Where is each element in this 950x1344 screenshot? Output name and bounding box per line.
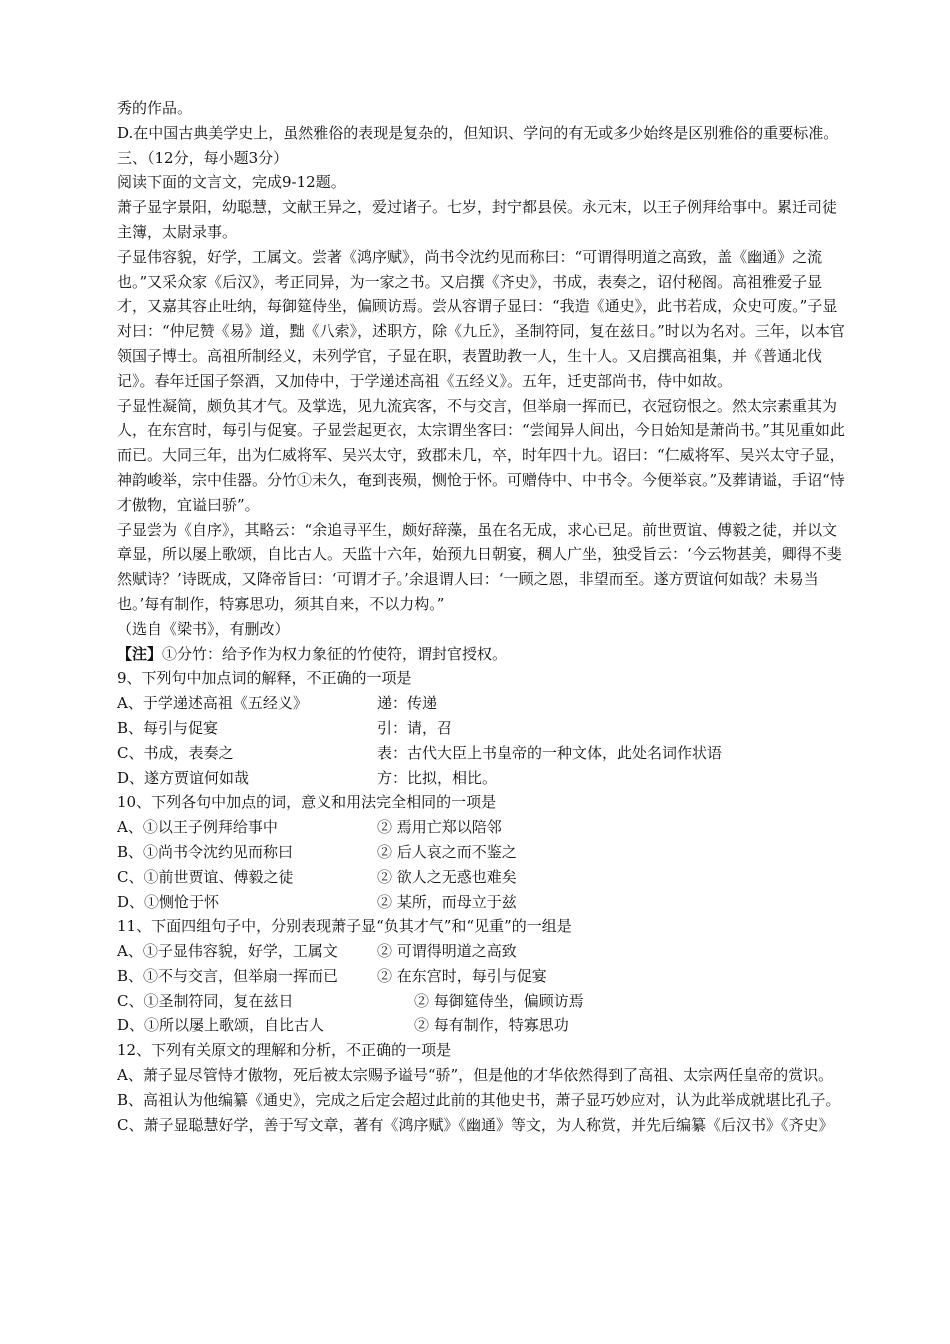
question-11-stem: 11、下面四组句子中，分别表现萧子显“负其才气”和“见重”的一组是 [117,917,572,936]
question-11-option [117,1013,845,1038]
option-sentence: A、于学递述高祖《五经义》 [117,694,308,713]
option-sentence-1: B、①不与交言，但举扇一挥而已 [117,966,339,985]
note-label: 【注】 [117,644,163,663]
option-sentence-2: ② 某所，而母立于兹 [377,892,517,911]
question-12-option: B、高祖认为他编纂《通史》，完成之后定会超过此前的其他史书，萧子显巧妙应对，认为此举成就堪比孔子。 [117,1090,841,1109]
passage-paragraph: 萧子显字景阳，幼聪慧，文献王异之，爱过诸子。七岁，封宁都县侯。永元末，以王子例拜给事中。累迁司徒主簿，太尉录事。 [117,198,838,241]
option-sentence-2: ② 每有制作，特寡思功 [414,1016,569,1035]
option-sentence-2: ② 可谓得明道之高致 [377,942,517,961]
question-9-option [117,741,845,766]
question-10-stem: 10、下列各句中加点的词，意义和用法完全相同的一项是 [117,793,497,812]
option-sentence-1: C、①前世贾谊、傅毅之徒 [117,867,294,886]
note [117,642,845,667]
question-9-stem: 9、下列句中加点词的解释，不正确的一项是 [117,669,412,688]
passage-paragraph: 子显性凝简，颇负其才气。及掌选，见九流宾客，不与交言，但举扇一挥而已，衣冠窃恨之。然太宗素重其为人，在东宫时，每引与促宴。子显尝起更衣，太宗谓坐客曰：“尝闻异人间出，今日始知是萧尚书。”其见重如此而已。大同三年，出为仁威将军、吴兴太守，致郡未几，卒，时年四十九。诏曰：“仁威将军、吴兴太守子显，神韵峻举，宗中佳器。分竹①未久，奄到丧殒，恻怆于怀。可赠侍中、中书令。今便举哀。”及葬请谥，手诏“恃才傲物，宜谥曰骄”。 [117,396,845,514]
question-9-option [117,716,845,741]
note-text: ①分竹：给予作为权力象征的竹使符，谓封官授权。 [162,644,508,663]
passage-paragraph: 子显伟容貌，好学，工属文。尝著《鸿序赋》，尚书令沈约见而称曰：“可谓得明道之高致，盖《幽通》之流也。”又采众家《后汉》，考正同异，为一家之书。又启撰《齐史》，书成，表奏之，诏付秘阁。高祖雅爱子显才，又嘉其容止吐纳，每御筵侍坐，偏顾访焉。尝从容谓子显曰：“我造《通史》，此书若成，众史可废。”子显对曰：“仲尼赞《易》道，黜《八索》，述职方，除《九丘》，圣制符同，复在兹日。”时以为名对。三年，以本官领国子博士。高祖所制经义，未列学官，子显在职，表置助教一人，生十人。又启撰高祖集，并《普通北伐记》。春年迁国子祭酒，又加侍中，于学递述高祖《五经义》。五年，迁吏部尚书，侍中如故。 [117,247,845,390]
option-sentence-2: ② 每御筵侍坐，偏顾访焉 [414,991,584,1010]
option-sentence-1: A、①子显伟容貌，好学，工属文 [117,942,338,961]
option-sentence-2: ② 焉用亡郑以陪邻 [377,818,502,837]
question-12-option: A、萧子显尽管恃才傲物，死后被太宗赐予谥号“骄”，但是他的才华依然得到了高祖、太宗两任皇帝的赏识。 [117,1066,834,1085]
question-10-option [117,815,845,840]
option-sentence: B、每引与促宴 [117,718,219,737]
option-d-tail: 秀的作品。 [117,99,193,117]
exam-page [117,96,845,1137]
question-12-option: C、萧子显聪慧好学，善于写文章，著有《鸿序赋》《幽通》等文，为人称赏，并先后编纂《后汉书》《齐史》 [117,1115,834,1134]
option-sentence-2: ② 欲人之无惑也难矣 [377,867,517,886]
option-d: D.在中国古典美学史上，虽然雅俗的表现是复杂的，但知识、学问的有无或多少始终是区别雅俗的重要标准。 [117,123,839,142]
source-citation: （选自《梁书》，有删改） [117,619,290,638]
question-11-option [117,964,845,989]
question-10-option [117,840,845,865]
option-explanation: 引：请，召 [377,718,453,737]
question-9-option [117,766,845,791]
option-explanation: 递：传递 [377,694,438,713]
question-10-option [117,865,845,890]
option-sentence-1: A、①以王子例拜给事中 [117,818,278,837]
option-sentence-1: D、①所以屡上歌颂，自比古人 [117,1016,325,1035]
instruction: 阅读下面的文言文，完成9-12题。 [117,173,346,192]
option-sentence-1: D、①恻怆于怀 [117,892,220,911]
passage-paragraph: 子显尝为《自序》，其略云：“余追寻平生，颇好辞藻，虽在名无成，求心已足。前世贾谊、傅毅之徒，并以文章显，所以屡上歌颂，自比古人。天监十六年，始预九日朝宴，稠人广坐，独受旨云：‘今云物甚美，卿得不斐然赋诗？’诗既成，又降帝旨曰：‘可谓才子。’余退谓人曰：‘一顾之恩，非望而至。遂方贾谊何如哉？未易当也。’每有制作，特寡思功，须其自来，不以力构。” [117,520,842,613]
section-heading: 三、（12分，每小题3分） [117,148,289,167]
question-11-option [117,989,845,1014]
option-sentence: C、书成，表奏之 [117,743,234,762]
question-9-option [117,691,845,716]
option-sentence: D、遂方贾谊何如哉 [117,768,250,787]
option-sentence-1: B、①尚书令沈约见而称曰 [117,842,294,861]
question-12-stem: 12、下列有关原文的理解和分析，不正确的一项是 [117,1041,452,1060]
option-sentence-2: ② 在东宫时，每引与促宴 [377,966,547,985]
option-sentence-2: ② 后人哀之而不鉴之 [377,842,517,861]
question-11-option [117,939,845,964]
question-10-option [117,890,845,915]
option-explanation: 表：古代大臣上书皇帝的一种文体，此处名词作状语 [377,743,723,762]
option-sentence-1: C、①圣制符同，复在兹日 [117,991,294,1010]
option-explanation: 方：比拟，相比。 [377,768,498,787]
